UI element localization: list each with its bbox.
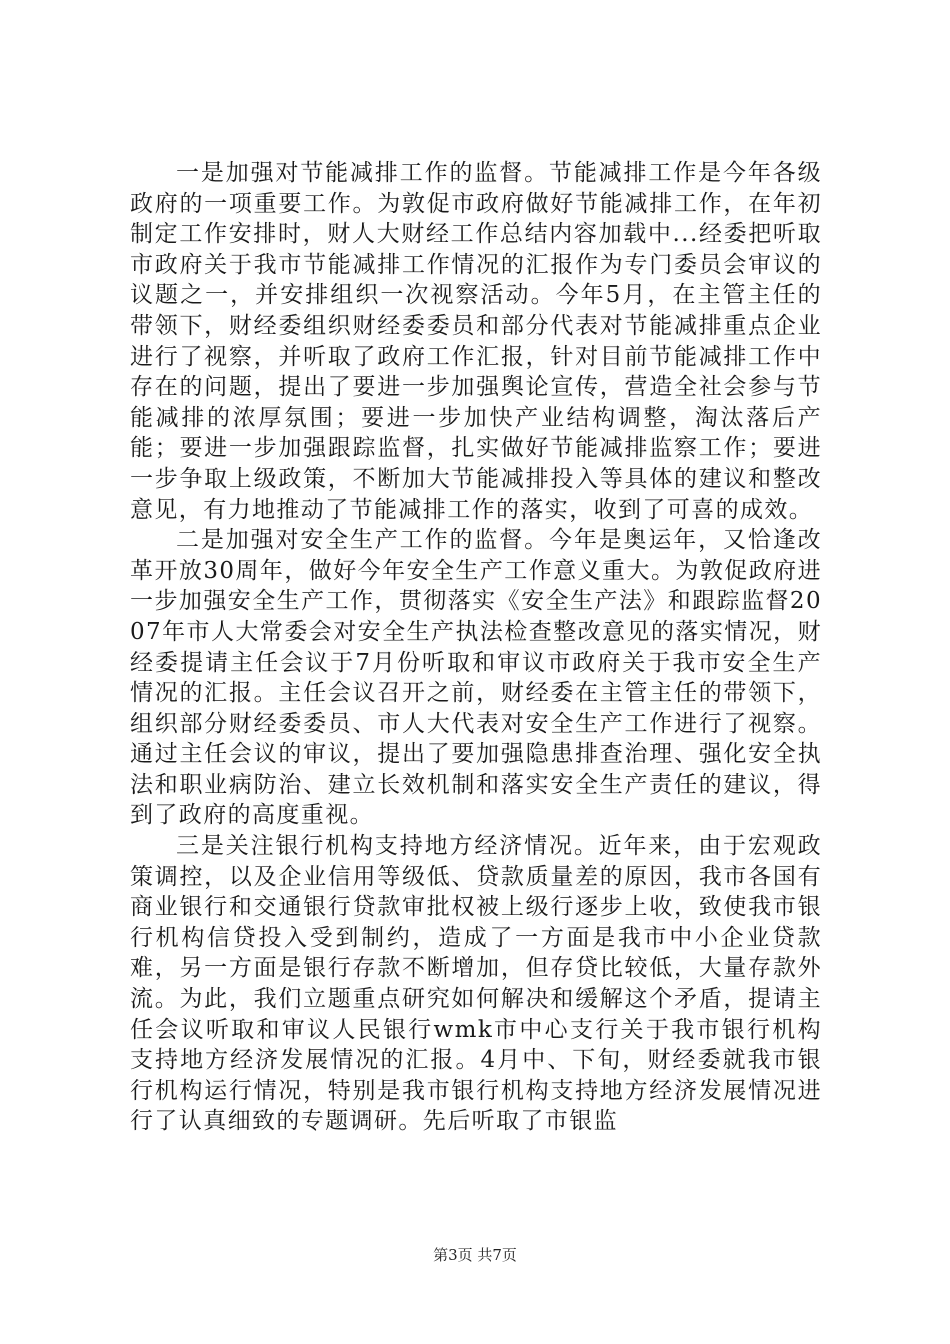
paragraph-bank-support: 三是关注银行机构支持地方经济情况。近年来，由于宏观政策调控，以及企业信用等级低、贷款质量差的原因，我市各国有商业银行和交通银行贷款审批权被上级行逐步上收，致使我市银行机构信贷投入受到制约，造成了一方面是我市中小企业贷款难，另一方面是银行存款不断增加，但存贷比较低，大量存款外流。为此，我们立题重点研究如何解决和缓解这个矛盾，提请主任会议听取和审议人民银行wmk市中心支行关于我市银行机构支持地方经济发展情况的汇报。4月中、下旬，财经委就我市银行机构运行情况，特别是我市银行机构支持地方经济发展情况进行了认真细致的专题调研。先后听取了市银监 — [130, 833, 822, 1135]
document-body — [130, 158, 822, 1137]
paragraph-energy-saving: 一是加强对节能减排工作的监督。节能减排工作是今年各级政府的一项重要工作。为敦促市政府做好节能减排工作，在年初制定工作安排时，财人大财经工作总结内容加载中...经委把听取市政府关于我市节能减排工作情况的汇报作为专门委员会审议的议题之一，并安排组织一次视察活动。今年5月，在主管主任的带领下，财经委组织财经委委员和部分代表对节能减排重点企业进行了视察，并听取了政府工作汇报，针对目前节能减排工作中存在的问题，提出了要进一步加强舆论宣传，营造全社会参与节能减排的浓厚氛围；要进一步加快产业结构调整，淘汰落后产能；要进一步加强跟踪监督，扎实做好节能减排监察工作；要进一步争取上级政策，不断加大节能减排投入等具体的建议和整改意见，有力地推动了节能减排工作的落实，收到了可喜的成效。 — [130, 160, 822, 523]
page-number-footer: 第3页 共7页 — [433, 1246, 517, 1264]
paragraph-production-safety: 二是加强对安全生产工作的监督。今年是奥运年，又恰逢改革开放30周年，做好今年安全生产工作意义重大。为敦促政府进一步加强安全生产工作，贯彻落实《安全生产法》和跟踪监督2007年市人大常委会对安全生产执法检查整改意见的落实情况，财经委提请主任会议于7月份听取和审议市政府关于我市安全生产情况的汇报。主任会议召开之前，财经委在主管主任的带领下，组织部分财经委委员、市人大代表对安全生产工作进行了视察。通过主任会议的审议，提出了要加强隐患排查治理、强化安全执法和职业病防治、建立长效机制和落实安全生产责任的建议，得到了政府的高度重视。 — [130, 527, 822, 829]
